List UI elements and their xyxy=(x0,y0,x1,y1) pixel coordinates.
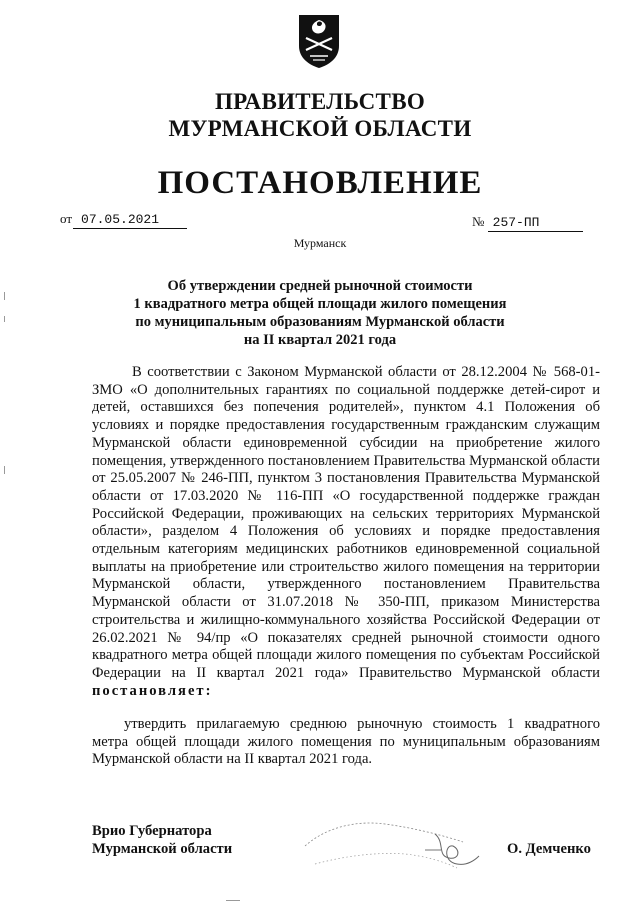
subject-line: 1 квадратного метра общей площади жилого помещения xyxy=(133,296,507,312)
date-value: 07.05.2021 xyxy=(73,212,187,229)
date-field xyxy=(60,211,187,229)
resolution-paragraph xyxy=(92,716,600,769)
subject-line: Об утверждении средней рыночной стоимости xyxy=(167,278,473,294)
preamble-text: В соответствии с Законом Мурманской области от 28.12.2004 № 568-01-ЗМО «О дополнительных гарантиях по социальной поддержке детей-сирот и детей, оставшихся без попечения родителей», пунктом 4.1 Положения об условиях и порядке предоставления государственным гражданским служащим Мурманской области единовременной субсидии на приобретение жилого помещения, утвержденного постановлением Правительства Мурманской области от 25.05.2007 № 246-ПП, пунктом 3 постановления Правительства Мурманской области от 17.03.2020 № 116-ПП «О государственной поддержке граждан Российской Федерации, проживающих на сельских территориях Мурманской области», разделом 4 Положения об условиях и порядке предоставления отдельным категориям медицинских работников единовременной социальной выплаты на приобретение или строительство жилого помещения на территории Мурманской области, утвержденного постановлением Правительства Мурманской области от 31.07.2018 № 350-ПП, приказом Министерства строительства и жилищно-коммунального хозяйства Российской Федерации от 26.02.2021 № 94/пр «О показателях средней рыночной стоимости одного квадратного метра общей площади жилого помещения по субъектам Российской Федерации на II квартал 2021 года» Правительство Мурманской области xyxy=(92,364,600,681)
number-field xyxy=(472,214,583,232)
coat-of-arms-icon xyxy=(296,12,342,70)
scan-margin-mark xyxy=(4,466,5,474)
number-prefix: № xyxy=(472,214,485,229)
signer-position-line2: Мурманской области xyxy=(92,841,233,857)
scan-bottom-mark xyxy=(226,900,240,901)
resolution-text: утвердить прилагаемую среднюю рыночную стоимость 1 квадратного метра общей площади жилого помещения по муниципальным образованиям Мурманской области на II квартал 2021 года. xyxy=(92,716,600,768)
document-subject xyxy=(80,277,560,349)
scan-margin-mark xyxy=(4,292,5,300)
number-value: 257-ПП xyxy=(488,215,583,232)
signer-position-line1: Врио Губернатора xyxy=(92,823,212,839)
document-type-title: ПОСТАНОВЛЕНИЕ xyxy=(157,165,483,201)
signer-name: О. Демченко xyxy=(507,841,591,857)
signer-position xyxy=(92,822,232,858)
subject-line: на II квартал 2021 года xyxy=(243,332,397,348)
scan-margin-mark xyxy=(4,316,5,322)
preamble-paragraph xyxy=(92,364,600,700)
org-title-line1: ПРАВИТЕЛЬСТВО xyxy=(214,89,426,114)
org-title-line2: МУРМАНСКОЙ ОБЛАСТИ xyxy=(168,116,472,141)
handwritten-signature xyxy=(285,806,485,886)
resolve-word: постановляет: xyxy=(92,682,213,699)
subject-line: по муниципальным образованиям Мурманской области xyxy=(135,314,505,330)
city-name: Мурманск xyxy=(293,236,347,250)
date-prefix: от xyxy=(60,211,73,226)
